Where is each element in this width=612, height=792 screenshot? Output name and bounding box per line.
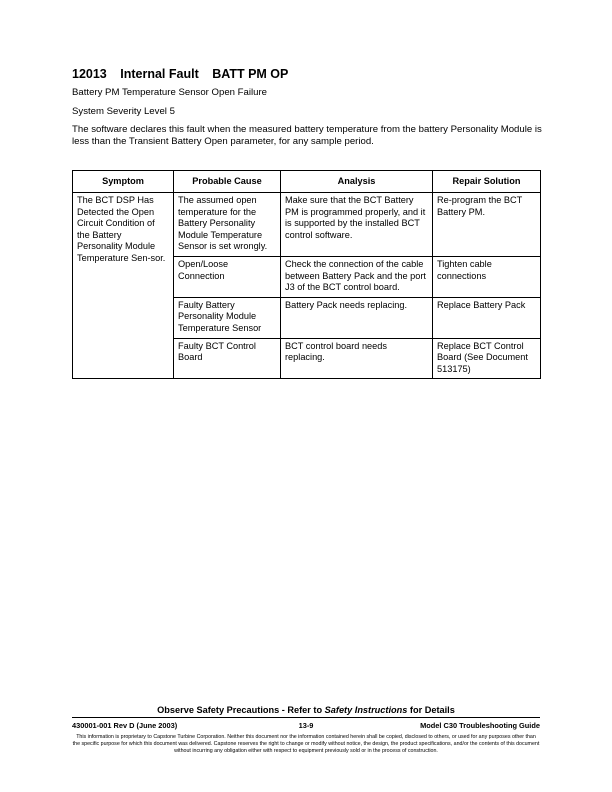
solution-cell: Replace Battery Pack [433, 297, 541, 338]
fault-name: Internal Fault [120, 67, 199, 81]
guide-title: Model C30 Troubleshooting Guide [420, 721, 540, 730]
page-number: 13-9 [298, 721, 314, 730]
solution-cell: Replace BCT Control Board (See Document 513175) [433, 338, 541, 379]
caution-prefix: Observe Safety Precautions - Refer to [157, 705, 325, 715]
fault-subtitle: Battery PM Temperature Sensor Open Failure [72, 87, 267, 98]
header-analysis: Analysis [281, 171, 433, 193]
table-row [73, 193, 541, 257]
cause-cell: Faulty BCT Control Board [174, 338, 281, 379]
analysis-cell: Check the connection of the cable between Battery Pack and the port J3 of the BCT control board. [281, 256, 433, 297]
analysis-cell: BCT control board needs replacing. [281, 338, 433, 379]
symptom-cell: The BCT DSP Has Detected the Open Circuit Condition of the Battery Personality Module Temperature Sen-sor. [73, 193, 174, 379]
analysis-cell: Battery Pack needs replacing. [281, 297, 433, 338]
safety-caution [72, 705, 540, 715]
table-header-row [73, 171, 541, 193]
doc-number: 430001-001 Rev D (June 2003) [72, 721, 178, 730]
fault-heading [72, 67, 298, 81]
cause-cell: Open/Loose Connection [174, 256, 281, 297]
fault-description: The software declares this fault when the measured battery temperature from the battery Personality Module is less than the Transient Battery Open parameter, for any sample period. [72, 124, 542, 147]
header-repair-solution: Repair Solution [433, 171, 541, 193]
analysis-cell: Make sure that the BCT Battery PM is programmed properly, and it is supported by the installed BCT control software. [281, 193, 433, 257]
cause-cell: Faulty Battery Personality Module Temperature Sensor [174, 297, 281, 338]
caution-suffix: for Details [407, 705, 455, 715]
header-symptom: Symptom [73, 171, 174, 193]
solution-cell: Tighten cable connections [433, 256, 541, 297]
legal-notice: This information is proprietary to Capstone Turbine Corporation. Neither this document nor the information contained herein shall be copied, disclosed to others, or used for any purposes other than the specific purpose for which this document was delivered. Capstone reserves the right to change or modify without notice, the design, the product specifications, and/or the contents of this document without incurring any obligation either with respect to equipment previously sold or in the process of construction. [72, 734, 540, 754]
caution-italic: Safety Instructions [324, 705, 408, 715]
severity-level: System Severity Level 5 [72, 106, 175, 117]
fault-code: 12013 [72, 67, 107, 81]
solution-cell: Re-program the BCT Battery PM. [433, 193, 541, 257]
footer-divider [72, 717, 540, 718]
fault-mnemonic: BATT PM OP [212, 67, 289, 81]
header-probable-cause: Probable Cause [174, 171, 281, 193]
cause-cell: The assumed open temperature for the Battery Personality Module Temperature Sensor is set wrongly. [174, 193, 281, 257]
troubleshooting-table [72, 170, 541, 379]
